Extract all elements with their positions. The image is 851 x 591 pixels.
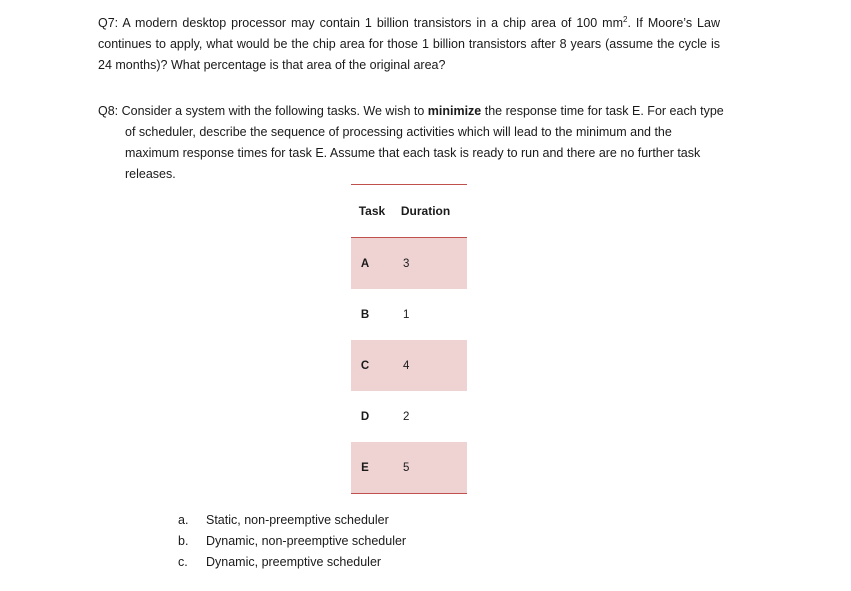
- q8-bold-word: minimize: [427, 104, 482, 118]
- task-cell: E: [361, 461, 369, 474]
- q7-text: Q7: A modern desktop processor may contain 1 billion transistors in a chip area of 100 mm: [98, 16, 624, 30]
- list-marker: c.: [178, 555, 188, 569]
- list-item: [178, 552, 406, 573]
- table-row: [351, 238, 467, 289]
- q7-text-cont: . If Moore’s Law continues to apply, what would be the chip area for those 1 billion transistors after 8 years (assume the cycle is 24 months)? What percentage is that area of the original area?: [98, 16, 720, 72]
- list-item-text: Dynamic, preemptive scheduler: [206, 555, 382, 569]
- list-marker: b.: [178, 534, 189, 548]
- q8-text: Q8: Consider a system with the following tasks. We wish to: [98, 104, 428, 118]
- duration-cell: 5: [403, 461, 410, 474]
- task-duration-table: [351, 184, 467, 494]
- list-item-text: Dynamic, non-preemptive scheduler: [206, 534, 407, 548]
- table-row: [351, 442, 467, 494]
- table-row: [351, 289, 467, 340]
- task-cell: B: [360, 308, 370, 321]
- question-7: [98, 13, 720, 76]
- duration-cell: 4: [403, 359, 410, 372]
- duration-cell: 3: [403, 257, 410, 270]
- question-8: [98, 101, 726, 185]
- task-cell: A: [360, 257, 370, 270]
- list-item-text: Static, non-preemptive scheduler: [206, 513, 389, 527]
- duration-cell: 1: [403, 308, 410, 321]
- table-header-row: [351, 185, 467, 238]
- list-item: [178, 510, 406, 531]
- q8-text-cont: the response time for task E. For each type of scheduler, describe the sequence of processing activities which will lead to the minimum and the maximum response times for task E. Assume that each task is ready to run and there are no further task releases.: [125, 104, 724, 181]
- list-item: [178, 531, 406, 552]
- list-marker: a.: [178, 513, 189, 527]
- duration-cell: 2: [403, 410, 410, 423]
- task-cell: D: [360, 410, 370, 423]
- header-task: Task: [358, 204, 386, 218]
- table-row: [351, 391, 467, 442]
- scheduler-options-list: [178, 510, 406, 573]
- task-cell: C: [360, 359, 370, 372]
- q7-superscript: 2: [623, 14, 628, 24]
- header-duration: Duration: [400, 204, 451, 218]
- table-row: [351, 340, 467, 391]
